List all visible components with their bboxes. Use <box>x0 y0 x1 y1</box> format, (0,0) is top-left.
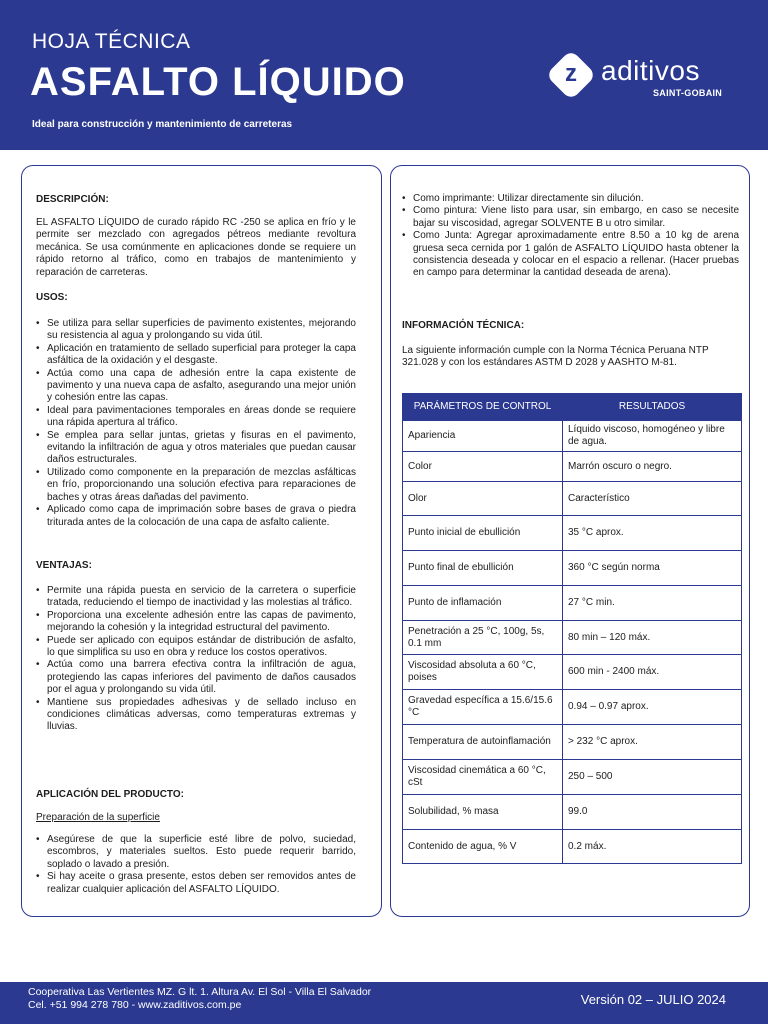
result-cell: 27 °C min. <box>563 586 742 621</box>
list-item: • Actúa como una barrera efectiva contra la infiltración de agua, protegiendo las capas inferiores del pavimento de daños causados por el agua y prolongando su vida útil. <box>36 659 356 696</box>
param-cell: Punto final de ebullición <box>403 551 563 586</box>
footer-banner <box>0 982 768 1024</box>
result-cell: 99.0 <box>563 795 742 830</box>
company-logo <box>553 54 733 100</box>
footer-address: Cooperativa Las Vertientes MZ. G lt. 1. Altura Av. El Sol - Villa El Salvador <box>28 986 372 998</box>
table-row <box>403 690 742 725</box>
param-cell: Contenido de agua, % V <box>403 830 563 864</box>
list-item: • Si hay aceite o grasa presente, estos deben ser removidos antes de realizar cualquier aplicación del ASFALTO LÍQUIDO. <box>36 871 356 896</box>
list-item: • Actúa como una capa de adhesión entre la capa existente de pavimento y una nueva capa de asfalto, asegurando una mejor unión y cohesión entre las capas. <box>36 368 356 405</box>
param-cell: Viscosidad cinemática a 60 °C, cSt <box>403 760 563 795</box>
usos-title: USOS: <box>36 292 68 303</box>
descripcion-section <box>36 194 356 279</box>
list-item: • Utilizado como componente en la preparación de mezclas asfálticas en frío, proporcionando una solución efectiva para reparaciones de baches y otras áreas dañadas del pavimento. <box>36 467 356 504</box>
table-row <box>403 795 742 830</box>
param-cell: Solubilidad, % masa <box>403 795 563 830</box>
ventajas-list <box>36 585 356 734</box>
table-row <box>403 830 742 864</box>
info-tecnica-text: La siguiente información cumple con la Norma Técnica Peruana NTP 321.028 y con los estándares ASTM D 2028 y AASHTO M-81. <box>402 345 709 369</box>
logo-brand: aditivos <box>601 55 700 86</box>
usos-list <box>36 318 356 529</box>
list-item: • Puede ser aplicado con equipos estándar de distribución de asfalto, lo que simplifica su uso en obra y reduce los costos operativos. <box>36 635 356 660</box>
table-row <box>403 551 742 586</box>
param-cell: Punto inicial de ebullición <box>403 516 563 551</box>
table-row <box>403 655 742 690</box>
result-cell: 360 °C según norma <box>563 551 742 586</box>
list-item: • Como Junta: Agregar aproximadamente entre 8.50 a 10 kg de arena gruesa seca cernida por 1 galón de ASFALTO LÍQUIDO hasta obtener la consistencia deseada y colocar en el espacio a rellenar. (Hacer pruebas en campo para determinar la cantidad deseada de arena). <box>402 230 739 280</box>
result-cell: Característico <box>563 482 742 516</box>
logo-subbrand: SAINT-GOBAIN <box>653 88 723 98</box>
table-row <box>403 452 742 482</box>
result-cell: > 232 °C aprox. <box>563 725 742 760</box>
usos-section <box>36 292 356 529</box>
table-row <box>403 421 742 452</box>
document-type: HOJA TÉCNICA <box>32 30 191 53</box>
footer-phone-web: Cel. +51 994 278 780 - www.zaditivos.com.pe <box>28 999 242 1011</box>
footer-contact-block <box>28 986 371 1012</box>
info-tecnica-section <box>402 320 739 370</box>
product-subtitle: Ideal para construcción y mantenimiento de carreteras <box>32 119 293 130</box>
aplicacion-list <box>36 834 356 896</box>
result-cell: 35 °C aprox. <box>563 516 742 551</box>
table-row <box>403 621 742 655</box>
param-cell: Temperatura de autoinflamación <box>403 725 563 760</box>
list-item: • Asegúrese de que la superficie esté libre de polvo, suciedad, escombros, y materiales sueltos. Esto puede requerir barrido, soplado o lavado a presión. <box>36 834 356 871</box>
table-header-row <box>403 394 742 421</box>
list-item: • Ideal para pavimentaciones temporales en áreas donde se requiere una rápida apertura al tráfico. <box>36 405 356 430</box>
param-cell: Penetración a 25 °C, 100g, 5s, 0.1 mm <box>403 621 563 655</box>
result-cell: Marrón oscuro o negro. <box>563 452 742 482</box>
result-cell: 250 – 500 <box>563 760 742 795</box>
result-cell: 600 min - 2400 máx. <box>563 655 742 690</box>
aplicacion-title: APLICACIÓN DEL PRODUCTO: <box>36 789 184 800</box>
list-item: • Como pintura: Viene listo para usar, sin embargo, en caso se necesite bajar su viscosidad, agregar SOLVENTE B u otro similar. <box>402 205 739 230</box>
modos-section <box>402 193 739 280</box>
list-item: • Permite una rápida puesta en servicio de la carretera o superficie tratada, reduciendo el tiempo de inactividad y las molestias al tráfico. <box>36 585 356 610</box>
document-version: Versión 02 – JULIO 2024 <box>580 992 726 1007</box>
result-cell: 0.2 máx. <box>563 830 742 864</box>
param-cell: Color <box>403 452 563 482</box>
result-cell: Líquido viscoso, homogéneo y libre de agua. <box>563 421 742 452</box>
result-cell: 0.94 – 0.97 aprox. <box>563 690 742 725</box>
column-header: PARÁMETROS DE CONTROL <box>403 394 563 421</box>
ventajas-title: VENTAJAS: <box>36 560 92 571</box>
list-item: • Mantiene sus propiedades adhesivas y de sellado incluso en condiciones climáticas adversas, como temperaturas extremas y lluvias. <box>36 697 356 734</box>
table-row <box>403 482 742 516</box>
table-row <box>403 516 742 551</box>
spec-table <box>402 393 742 864</box>
modos-list <box>402 193 739 280</box>
table-row <box>403 760 742 795</box>
info-tecnica-title: INFORMACIÓN TÉCNICA: <box>402 320 525 331</box>
descripcion-title: DESCRIPCIÓN: <box>36 194 109 205</box>
list-item: • Como imprimante: Utilizar directamente sin dilución. <box>402 193 739 205</box>
descripcion-text: EL ASFALTO LÍQUIDO de curado rápido RC -250 se aplica en frío y le permite ser mezclado con agregados pétreos mediante revoltura mecánica. Se usa comúnmente en aplicaciones donde se requiere un rápido retorno al tráfico, como en trabajos de mantenimiento y reparación de carreteras. <box>36 217 356 278</box>
param-cell: Punto de inflamación <box>403 586 563 621</box>
logo-letter: z <box>565 60 577 87</box>
table-row <box>403 586 742 621</box>
result-cell: 80 min – 120 máx. <box>563 621 742 655</box>
aplicacion-section <box>36 789 356 896</box>
preparacion-subtitle: Preparación de la superficie <box>36 812 160 823</box>
list-item: • Aplicado como capa de imprimación sobre bases de grava o piedra triturada antes de la colocación de una capa de asfalto caliente. <box>36 504 356 529</box>
param-cell: Gravedad específica a 15.6/15.6 °C <box>403 690 563 725</box>
param-cell: Olor <box>403 482 563 516</box>
param-cell: Apariencia <box>403 421 563 452</box>
list-item: • Se utiliza para sellar superficies de pavimento existentes, mejorando su resistencia al agua y prolongando su vida útil. <box>36 318 356 343</box>
product-title: ASFALTO LÍQUIDO <box>30 60 406 104</box>
column-header: RESULTADOS <box>563 394 742 421</box>
table-row <box>403 725 742 760</box>
header-banner <box>0 0 768 150</box>
list-item: • Aplicación en tratamiento de sellado superficial para proteger la capa asfáltica de la oxidación y el desgaste. <box>36 343 356 368</box>
ventajas-section <box>36 560 356 734</box>
param-cell: Viscosidad absoluta a 60 °C, poises <box>403 655 563 690</box>
list-item: • Se emplea para sellar juntas, grietas y fisuras en el pavimento, evitando la infiltración de agua y otros materiales que puedan causar daños estructurales. <box>36 430 356 467</box>
list-item: • Proporciona una excelente adhesión entre las capas de pavimento, mejorando la cohesión y la integridad estructural del pavimento. <box>36 610 356 635</box>
